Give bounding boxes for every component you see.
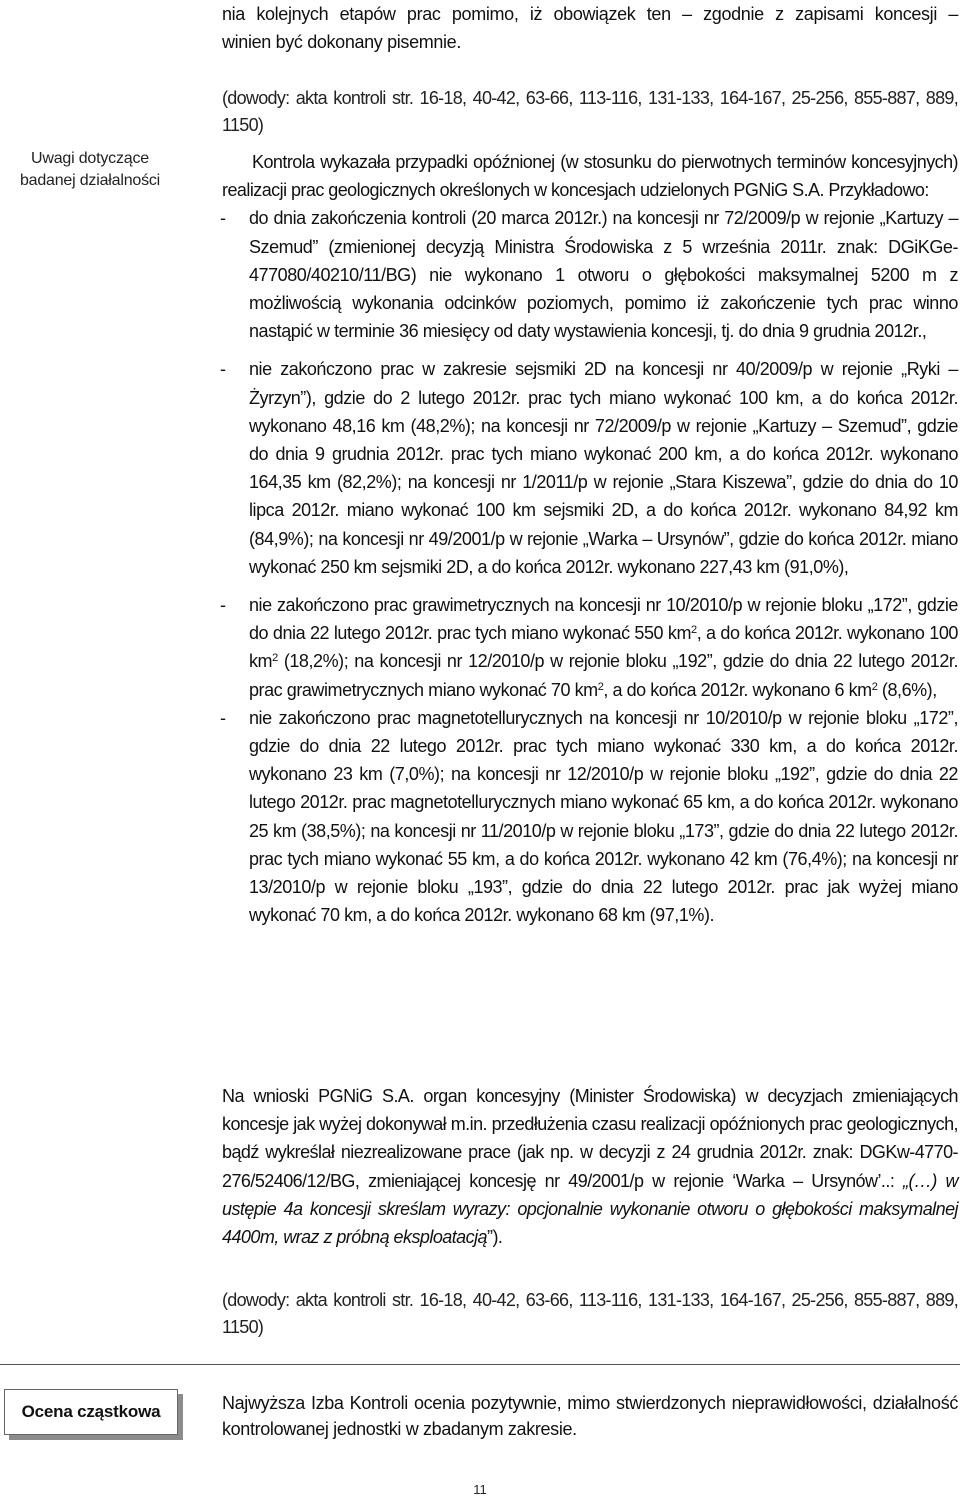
conclusion-block xyxy=(222,1082,958,1251)
rating-block xyxy=(222,1390,958,1442)
findings-intro: Kontrola wykazała przypadki opóźnionej (w stosunku do pierwotnych terminów koncesyjnych) realizacji prac geologicznych określonych w koncesjach udzielonych PGNiG S.A. Przykładowo: xyxy=(222,152,958,201)
finding-item xyxy=(220,591,958,704)
findings-list xyxy=(222,204,958,929)
finding-text-e: (8,6%), xyxy=(877,679,937,700)
top-paragraph xyxy=(222,0,958,56)
evidence-block-2 xyxy=(222,1287,958,1341)
superscript: 2 xyxy=(871,680,878,693)
list-dash: - xyxy=(220,208,226,229)
finding-text: do dnia zakończenia kontroli (20 marca 2012r.) na koncesji nr 72/2009/p w rejonie „Kartuzy – Szemud” (zmienionej decyzją Ministra Środowiska z 5 września 2011r. znak: DGiKGe-477080/40210/11/BG) nie wykonano 1 otworu o głębokości maksymalnej 5200 m z możliwością wykonania odcinków poziomych, pomimo iż zakończenie tych prac winno nastąpić w terminie 36 miesięcy od daty wystawienia koncesji, tj. do dnia 9 grudnia 2012r., xyxy=(249,208,958,342)
section-label-line2: badanej działalności xyxy=(19,172,161,189)
finding-item xyxy=(220,704,958,930)
conclusion-paragraph xyxy=(222,1082,958,1251)
list-dash: - xyxy=(220,595,226,616)
top-paragraph-line2: winien być dokonany pisemnie. xyxy=(222,32,461,53)
finding-text-a: nie zakończono prac grawimetrycznych na koncesji nr 10/2010/p w rejonie bloku „172”, gdzie do dnia 22 lutego 2012r. prac tych miano wykonać 550 km xyxy=(249,595,958,644)
page-number: 11 xyxy=(473,1482,487,1497)
finding-text-b: , a do końca 2012r. wykonano 100 km xyxy=(249,623,958,672)
top-paragraph-line1: nia kolejnych etapów prac pomimo, iż obowiązek ten – zgodnie z zapisami koncesji – xyxy=(222,4,958,24)
list-dash: - xyxy=(220,359,226,380)
conclusion-text: Na wnioski PGNiG S.A. organ koncesyjny (Minister Środowiska) w decyzjach zmieniających koncesje jak wyżej dokonywał m.in. przedłużenia czasu realizacji opóźnionych prac geologicznych, bądź wykreślał niezrealizowane prace (jak np. w decyzji z 24 grudnia 2012r. znak: DGKw-4770-276/52406/12/BG, zmieniającej koncesję nr 49/2001/p w rejonie ‘Warka – Ursynów’..: xyxy=(222,1086,958,1191)
rating-label: Ocena cząstkowa xyxy=(21,1402,161,1421)
section-label-remarks xyxy=(0,148,180,192)
section-divider xyxy=(0,1364,960,1365)
finding-text: nie zakończono prac w zakresie sejsmiki 2D na koncesji nr 40/2009/p w rejonie „Ryki – Żyrzyn”), gdzie do 2 lutego 2012r. prac tych miano wykonać 100 km, a do końca 2012r. wykonano 48,16 km (48,2%); na koncesji nr 72/2009/p w rejonie „Kartuzy – Szemud”, gdzie do dnia 9 grudnia 2012r. prac tych miano wykonać 200 km, a do końca 2012r. wykonano 164,35 km (82,2%); na koncesji nr 1/2011/p w rejonie „Stara Kiszewa”, gdzie do dnia do 10 lipca 2012r. miano wykonać 100 km sejsmiki 2D, a do końca 2012r. wykonano 84,92 km (84,9%); na koncesji nr 49/2001/p w rejonie „Warka – Ursynów”, gdzie do końca 2012r. miano wykonać 250 km sejsmiki 2D, a do końca 2012r. wykonano 227,43 km (91,0%), xyxy=(249,359,958,577)
finding-item xyxy=(220,204,958,345)
findings-block xyxy=(222,148,958,929)
superscript: 2 xyxy=(597,680,604,693)
evidence-text-1: (dowody: akta kontroli str. 16-18, 40-42, 63-66, 113-116, 131-133, 164-167, 25-256, 855-887, 889, 1150) xyxy=(222,88,958,135)
superscript: 2 xyxy=(272,652,278,665)
finding-item xyxy=(220,355,958,581)
evidence-block-1 xyxy=(222,85,958,139)
finding-text-c: (18,2%); na koncesji nr 12/2010/p w rejonie bloku „192”, gdzie do dnia 22 lutego 2012r. prac grawimetrycznych miano wykonać 70 km xyxy=(249,651,958,700)
superscript: 2 xyxy=(691,624,697,637)
evidence-text-2: (dowody: akta kontroli str. 16-18, 40-42, 63-66, 113-116, 131-133, 164-167, 25-256, 855-887, 889, 1150) xyxy=(222,1290,958,1337)
list-dash: - xyxy=(220,707,226,728)
section-label-line1: Uwagi dotyczące xyxy=(31,150,149,167)
finding-text: nie zakończono prac magnetotellurycznych na koncesji nr 10/2010/p w rejonie bloku „172”, gdzie do dnia 22 lutego 2012r. prac tych miano wykonać 330 km, a do końca 2012r. wykonano 23 km (7,0%); na koncesji nr 12/2010/p w rejonie bloku „192”, gdzie do dnia 22 lutego 2012r. prac magnetotellurycznych miano wykonać 65 km, a do końca 2012r. wykonano 25 km (38,5%); na koncesji nr 11/2010/p w rejonie bloku „173”, gdzie do dnia 22 lutego 2012r. prac tych miano wykonać 55 km, a do końca 2012r. wykonano 42 km (76,4%); na koncesji nr 13/2010/p w rejonie bloku „193”, gdzie do dnia 22 lutego 2012r. prac jak wyżej miano wykonać 70 km, a do końca 2012r. wykonano 68 km (97,1%). xyxy=(249,707,958,926)
rating-text: Najwyższa Izba Kontroli ocenia pozytywnie, mimo stwierdzonych nieprawidłowości, działalność kontrolowanej jednostki w zbadanym zakresie. xyxy=(222,1393,958,1439)
rating-label-box xyxy=(4,1389,178,1435)
conclusion-end: ”). xyxy=(487,1227,503,1248)
conclusion-quote: „(…) w ustępie 4a koncesji skreślam wyrazy: opcjonalnie wykonanie otworu o głębokości maksymalnej 4400m, wraz z próbną eksploatacją xyxy=(222,1170,958,1248)
finding-text-d: , a do końca 2012r. wykonano 6 km xyxy=(603,679,872,700)
